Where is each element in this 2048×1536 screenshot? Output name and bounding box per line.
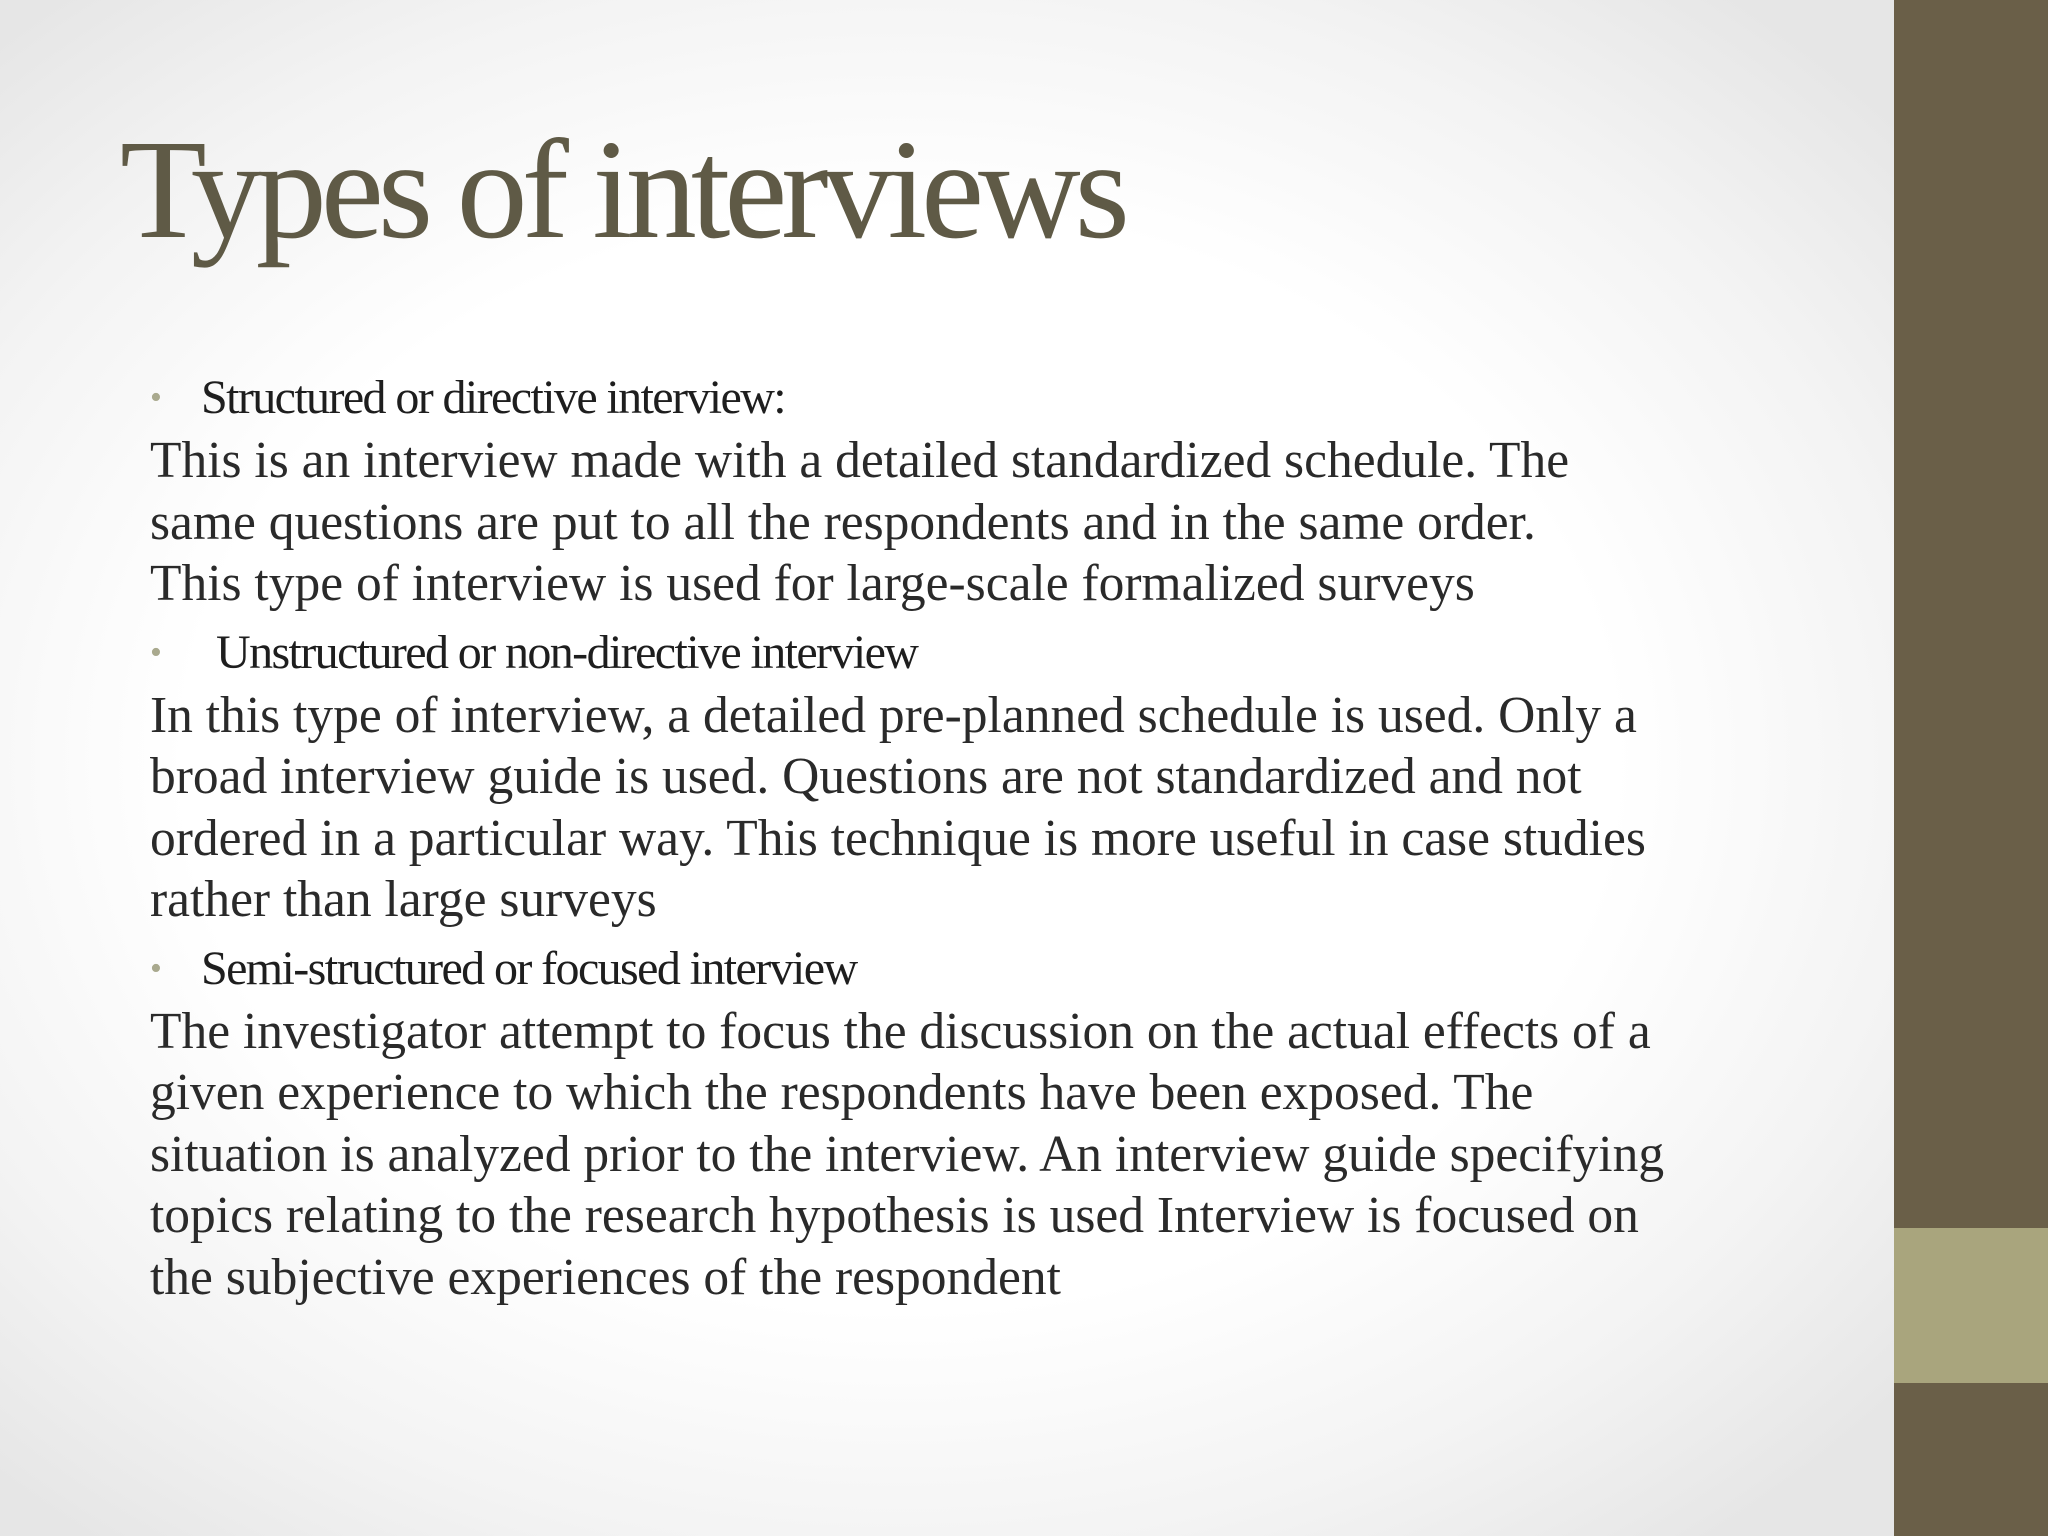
paragraph-line: situation is analyzed prior to the interview. An interview guide specifying [150,1125,1665,1183]
paragraph-line: This type of interview is used for large-scale formalized surveys [150,555,1475,612]
paragraph-line: given experience to which the respondents have been exposed. The [150,1064,1534,1121]
paragraph-line: In this type of interview, a detailed pre-planned schedule is used. Only a [150,686,1637,744]
paragraph-line: ordered in a particular way. This technique is more useful in case studies [150,809,1646,867]
bullet-heading-semi-structured: • Semi-structured or focused interview [150,937,1890,1001]
bullet-dot-icon: • [150,949,161,987]
paragraph-line: broad interview guide is used. Questions are not standardized and not [150,748,1582,805]
paragraph-line: rather than large surveys [150,871,657,928]
paragraph-line: The investigator attempt to focus the discussion on the actual effects of a [150,1002,1651,1060]
bullet-heading-structured: • Structured or directive interview: [150,366,1890,430]
paragraph-line: same questions are put to all the respondents and in the same order. [150,493,1536,551]
bullet-heading-unstructured: • Unstructured or non-directive interview [150,621,1890,685]
side-bar-accent [1894,1228,2048,1383]
paragraph-unstructured [150,685,1890,931]
slide-content [150,366,1890,1314]
bullet-dot-icon: • [150,379,161,416]
paragraph-structured [150,430,1890,615]
paragraph-line: topics relating to the research hypothesis is used Interview is focused on [150,1187,1639,1244]
bullet-dot-icon: • [150,633,161,671]
paragraph-line: This is an interview made with a detailed standardized schedule. The [150,432,1570,489]
slide-title: Types of interviews [120,110,1124,268]
paragraph-line: the subjective experiences of the respondent [150,1248,1061,1306]
paragraph-semi-structured [150,1001,1890,1309]
